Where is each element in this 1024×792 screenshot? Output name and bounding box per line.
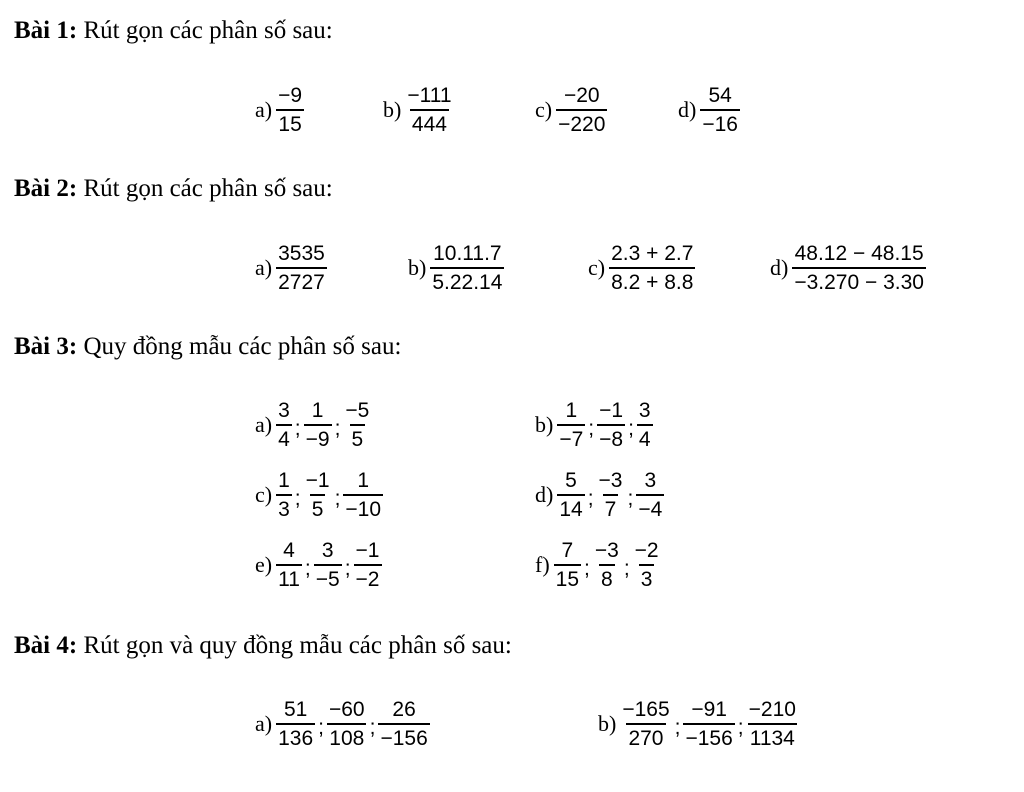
fraction-denominator: −5 xyxy=(314,564,342,592)
fraction-denominator: 1134 xyxy=(748,723,797,751)
fraction-separator: ; xyxy=(674,716,681,739)
fraction-numerator: 26 xyxy=(392,698,416,721)
fraction-denominator: −4 xyxy=(636,494,664,522)
exercise-4-instruction: Rút gọn và quy đồng mẫu các phân số sau: xyxy=(77,632,512,659)
fraction-numerator: −1 xyxy=(305,469,330,492)
exercise-2-item-a xyxy=(255,241,329,295)
exercise-3-heading xyxy=(14,332,401,362)
fraction-numerator: 48.12 − 48.15 xyxy=(794,242,924,265)
exercise-2-instruction: Rút gọn các phân số sau: xyxy=(77,175,333,202)
exercise-3-number: Bài 3: xyxy=(14,333,78,360)
item-label: a) xyxy=(255,255,273,280)
fraction-denominator: −3.270 − 3.30 xyxy=(792,267,926,295)
fraction-denominator: 15 xyxy=(276,109,303,137)
exercise-1-item-d xyxy=(678,83,742,137)
fraction xyxy=(274,398,294,452)
fraction-denominator: −16 xyxy=(700,109,740,137)
fraction-denominator: 8.2 + 8.8 xyxy=(609,267,695,295)
fraction xyxy=(552,538,583,592)
exercise-3-item-b xyxy=(535,398,655,452)
fraction xyxy=(554,83,609,137)
fraction-numerator: 51 xyxy=(283,698,308,721)
fraction-denominator: 5 xyxy=(310,494,326,522)
exercise-1-heading xyxy=(14,16,333,46)
fraction-separator: ; xyxy=(334,487,341,510)
item-label: c) xyxy=(255,482,273,507)
fraction-numerator: −5 xyxy=(345,399,370,422)
fraction-separator: ; xyxy=(294,487,301,510)
exercise-4-number: Bài 4: xyxy=(14,632,78,659)
fraction xyxy=(790,241,928,295)
fraction xyxy=(635,398,655,452)
fraction-separator: ; xyxy=(623,557,630,580)
fraction-denominator: 4 xyxy=(637,424,653,452)
exercise-4-item-b xyxy=(598,697,800,751)
exercise-2-number: Bài 2: xyxy=(14,175,78,202)
fraction-numerator: −1 xyxy=(599,399,624,422)
fraction-numerator: −60 xyxy=(328,698,365,721)
fraction-denominator: −8 xyxy=(597,424,625,452)
fraction-denominator: −9 xyxy=(304,424,332,452)
fraction-denominator: 270 xyxy=(626,723,665,751)
fraction-denominator: −2 xyxy=(354,564,382,592)
fraction xyxy=(591,538,623,592)
fraction xyxy=(352,538,384,592)
fraction-denominator: 2727 xyxy=(276,267,327,295)
item-label: a) xyxy=(255,97,273,122)
fraction xyxy=(618,697,673,751)
fraction-denominator: 444 xyxy=(410,109,449,137)
fraction-numerator: 3535 xyxy=(278,242,325,265)
fraction-numerator: −91 xyxy=(691,698,727,721)
fraction-separator: ; xyxy=(304,557,311,580)
fraction-denominator: 14 xyxy=(557,494,584,522)
fraction-separator: ; xyxy=(627,487,634,510)
fraction-numerator: 2.3 + 2.7 xyxy=(611,242,694,265)
item-label: b) xyxy=(408,255,427,280)
fraction xyxy=(745,697,800,751)
exercise-1-instruction: Rút gọn các phân số sau: xyxy=(77,17,333,44)
fraction-denominator: −156 xyxy=(378,723,429,751)
fraction-numerator: 3 xyxy=(638,399,651,422)
fraction xyxy=(403,83,455,137)
item-label: c) xyxy=(588,255,606,280)
fraction-numerator: 10.11.7 xyxy=(433,242,502,265)
exercise-1-item-b xyxy=(383,83,456,137)
fraction-numerator: 5 xyxy=(565,469,577,492)
fraction-denominator: 3 xyxy=(276,494,292,522)
fraction-denominator: 5 xyxy=(350,424,366,452)
exercise-1-item-c xyxy=(535,83,609,137)
exercise-1-item-a xyxy=(255,83,306,137)
exercise-3-item-d xyxy=(535,468,666,522)
fraction xyxy=(341,398,373,452)
fraction-denominator: 3 xyxy=(639,564,655,592)
fraction-separator: ; xyxy=(584,557,590,580)
fraction-numerator: 54 xyxy=(708,84,732,107)
fraction-numerator: −9 xyxy=(278,84,303,107)
fraction xyxy=(302,398,334,452)
fraction xyxy=(595,468,627,522)
fraction xyxy=(634,468,666,522)
exercise-2-item-b xyxy=(408,241,506,295)
fraction-numerator: −111 xyxy=(407,84,452,107)
fraction-numerator: −1 xyxy=(355,539,380,562)
fraction xyxy=(325,697,369,751)
fraction-separator: ; xyxy=(588,417,595,440)
item-label: f) xyxy=(535,552,550,577)
fraction xyxy=(274,241,329,295)
exercise-2-item-d xyxy=(770,241,928,295)
fraction xyxy=(607,241,697,295)
fraction xyxy=(631,538,663,592)
fraction xyxy=(555,468,586,522)
fraction-numerator: −165 xyxy=(622,698,670,721)
item-label: a) xyxy=(255,412,273,437)
fraction xyxy=(274,83,306,137)
exercise-3-item-a xyxy=(255,398,373,452)
fraction xyxy=(274,697,317,751)
fraction-separator: ; xyxy=(737,716,744,739)
fraction xyxy=(302,468,334,522)
fraction xyxy=(341,468,385,522)
item-label: b) xyxy=(535,412,554,437)
exercise-4-item-a xyxy=(255,697,432,751)
fraction-denominator: 108 xyxy=(327,723,366,751)
fraction-numerator: 4 xyxy=(283,539,295,562)
fraction-numerator: 7 xyxy=(561,539,574,562)
fraction-numerator: −3 xyxy=(594,539,619,562)
fraction-numerator: 1 xyxy=(357,469,370,492)
fraction-numerator: 3 xyxy=(321,539,334,562)
fraction xyxy=(376,697,431,751)
fraction-numerator: 3 xyxy=(644,469,657,492)
exercise-2-heading xyxy=(14,174,333,204)
fraction-separator: ; xyxy=(344,557,351,580)
fraction xyxy=(312,538,344,592)
fraction-numerator: −210 xyxy=(748,698,796,721)
fraction-separator: ; xyxy=(369,716,376,739)
fraction-denominator: 15 xyxy=(554,564,581,592)
fraction-separator: ; xyxy=(628,417,634,440)
exercise-1-number: Bài 1: xyxy=(14,17,78,44)
item-label: b) xyxy=(598,711,617,736)
fraction-denominator: −156 xyxy=(683,723,734,751)
fraction xyxy=(681,697,736,751)
fraction xyxy=(274,468,294,522)
fraction xyxy=(274,538,304,592)
fraction-denominator: 5.22.14 xyxy=(430,267,504,295)
fraction-numerator: 1 xyxy=(311,399,324,422)
item-label: a) xyxy=(255,711,273,736)
fraction-numerator: 1 xyxy=(278,469,290,492)
item-label: d) xyxy=(770,255,789,280)
fraction-separator: ; xyxy=(294,417,301,440)
fraction-denominator: −220 xyxy=(556,109,607,137)
fraction-separator: ; xyxy=(587,487,594,510)
fraction-numerator: 1 xyxy=(565,399,578,422)
item-label: d) xyxy=(535,482,554,507)
fraction-denominator: 11 xyxy=(276,564,302,592)
exercise-3-item-c xyxy=(255,468,385,522)
fraction-denominator: −10 xyxy=(343,494,383,522)
fraction xyxy=(428,241,506,295)
exercise-2-item-c xyxy=(588,241,697,295)
item-label: d) xyxy=(678,97,697,122)
fraction-numerator: −20 xyxy=(563,84,600,107)
fraction xyxy=(555,398,587,452)
item-label: b) xyxy=(383,97,402,122)
fraction-numerator: −2 xyxy=(634,539,659,562)
exercise-3-item-e xyxy=(255,538,384,592)
fraction-denominator: 4 xyxy=(276,424,292,452)
exercise-4-heading xyxy=(14,631,512,661)
fraction-denominator: −7 xyxy=(557,424,585,452)
fraction-numerator: −3 xyxy=(598,469,623,492)
fraction-denominator: 8 xyxy=(599,564,615,592)
fraction xyxy=(698,83,742,137)
fraction-numerator: 3 xyxy=(278,399,290,422)
fraction-denominator: 7 xyxy=(603,494,619,522)
exercise-3-instruction: Quy đồng mẫu các phân số sau: xyxy=(77,333,402,360)
item-label: c) xyxy=(535,97,553,122)
fraction-separator: ; xyxy=(334,417,341,440)
fraction-denominator: 136 xyxy=(276,723,315,751)
fraction xyxy=(595,398,627,452)
fraction-separator: ; xyxy=(318,716,324,739)
item-label: e) xyxy=(255,552,273,577)
exercise-3-item-f xyxy=(535,538,663,592)
